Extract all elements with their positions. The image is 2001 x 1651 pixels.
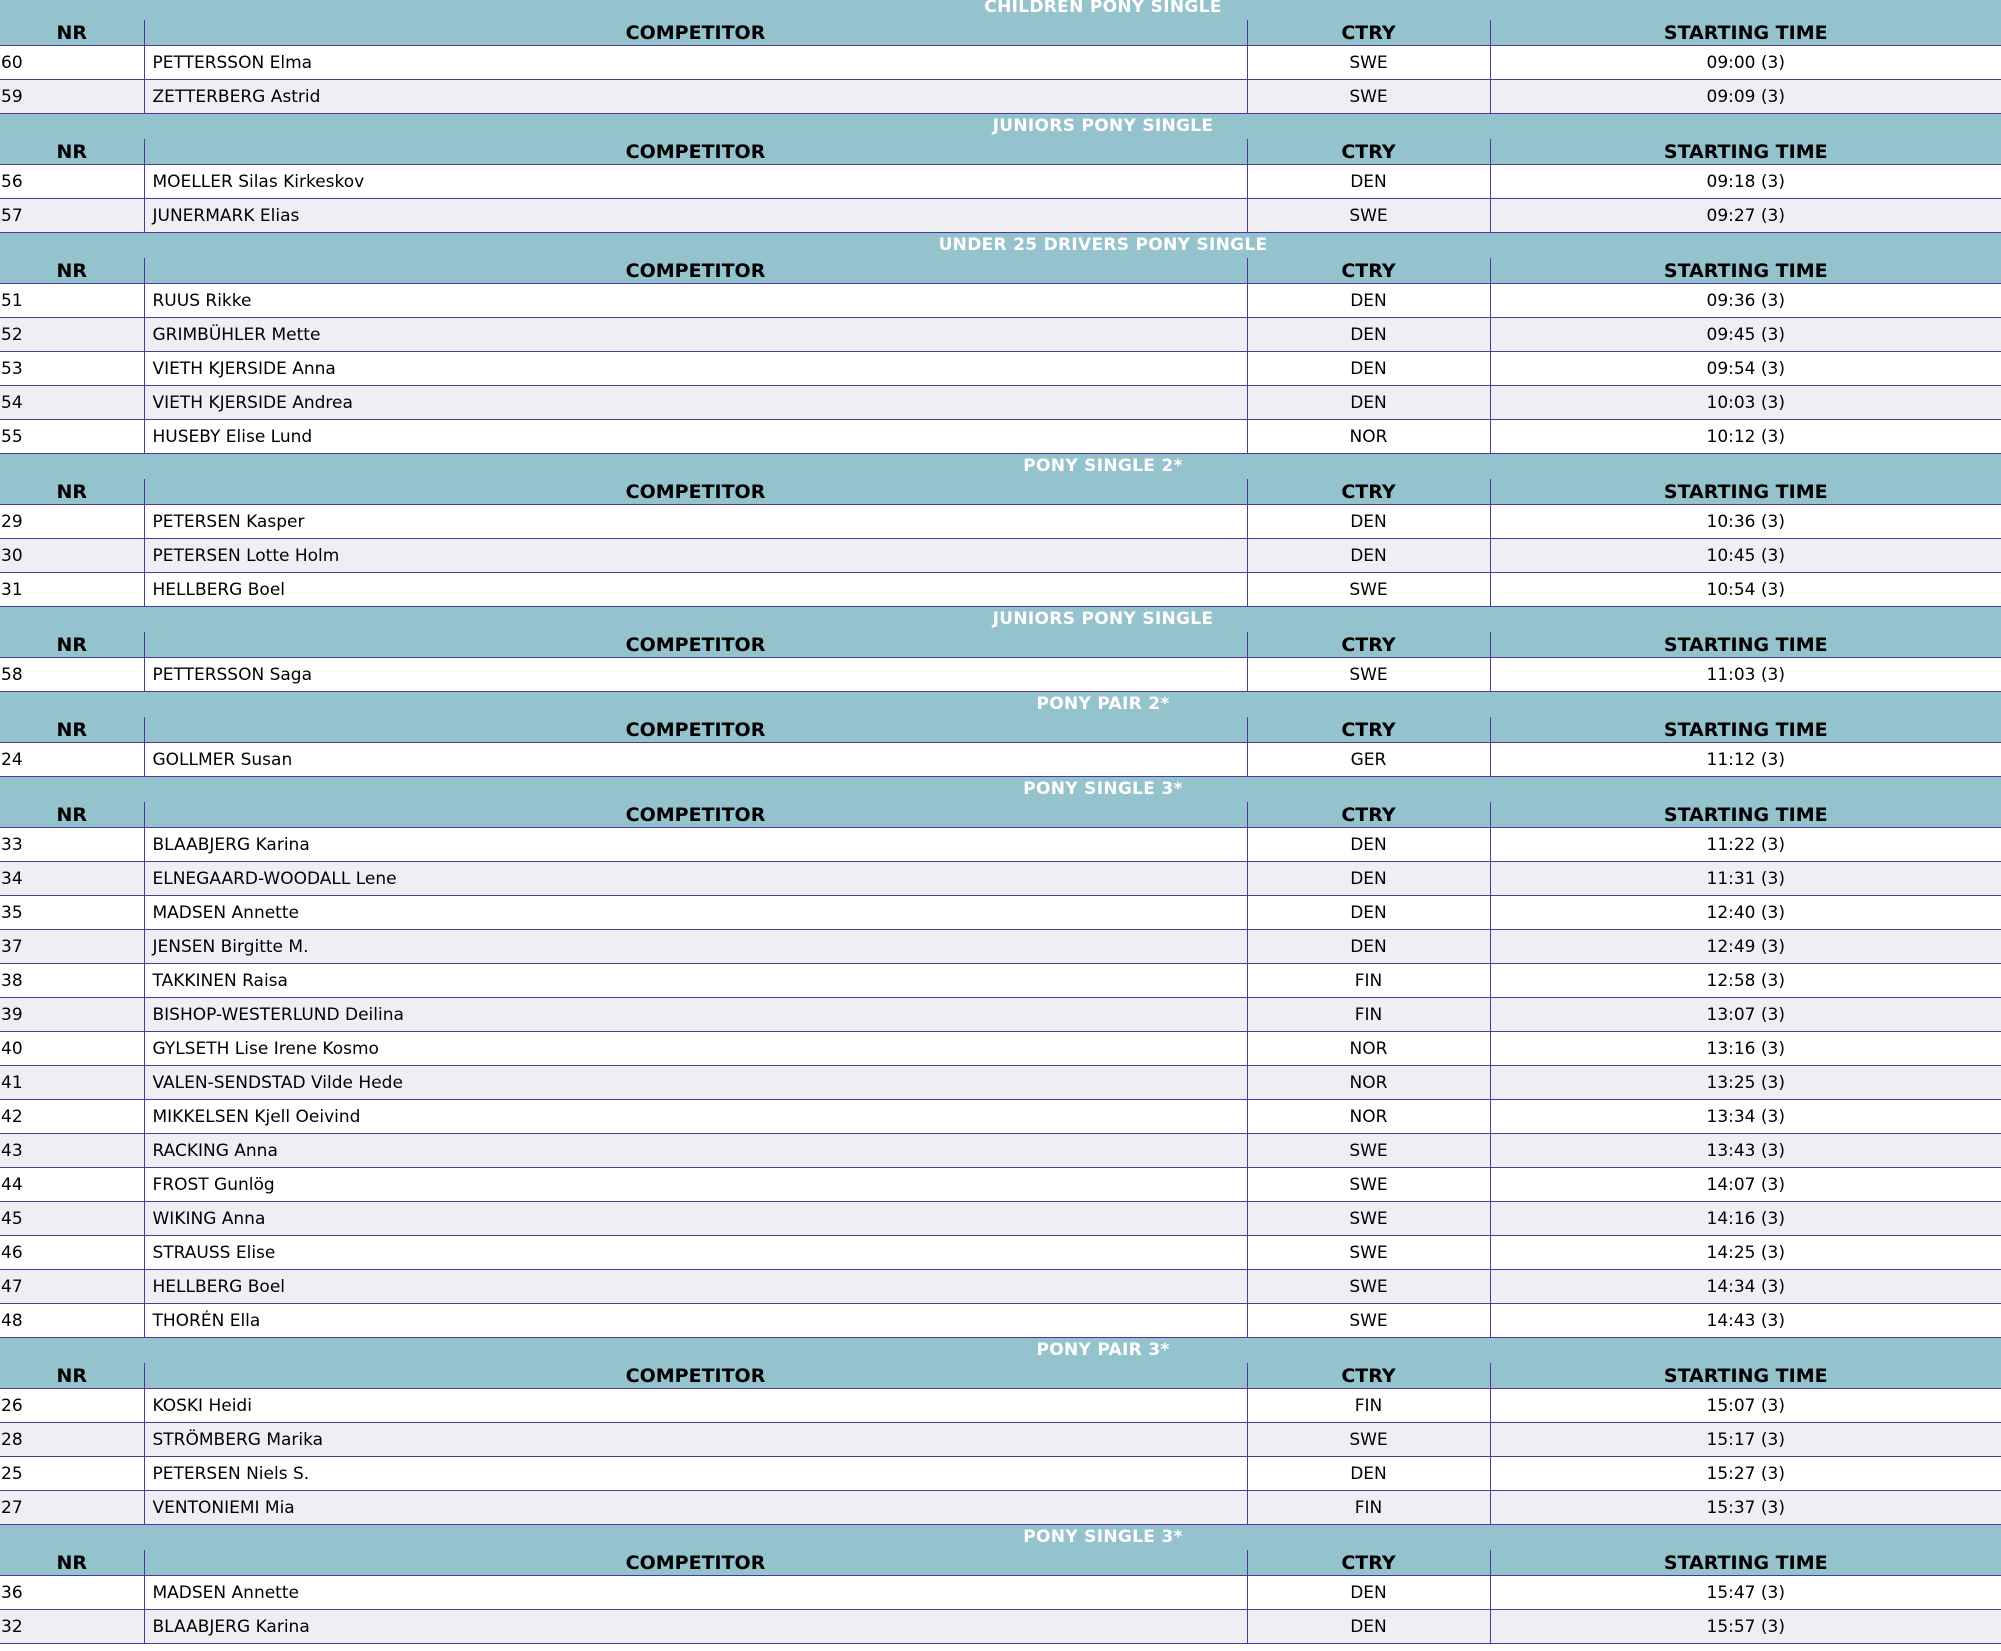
column-header-ctry[interactable]: CTRY: [1247, 139, 1490, 165]
cell-starting-time: 11:12 (3): [1490, 743, 2001, 777]
table-row[interactable]: [0, 505, 2001, 539]
cell-country: SWE: [1247, 199, 1490, 233]
column-header-nr[interactable]: NR: [0, 139, 144, 165]
table-header-row: [0, 1363, 2001, 1389]
category-block: [0, 114, 2001, 233]
cell-country: DEN: [1247, 352, 1490, 386]
cell-country: SWE: [1247, 1270, 1490, 1304]
column-header-nr[interactable]: NR: [0, 1550, 144, 1576]
table-header-row: [0, 258, 2001, 284]
category-block: [0, 692, 2001, 777]
column-header-nr[interactable]: NR: [0, 20, 144, 46]
table-row[interactable]: [0, 1168, 2001, 1202]
cell-country: NOR: [1247, 1100, 1490, 1134]
cell-country: FIN: [1247, 998, 1490, 1032]
column-header-competitor[interactable]: COMPETITOR: [144, 802, 1247, 828]
table-row[interactable]: [0, 1423, 2001, 1457]
table-header-row: [0, 1550, 2001, 1576]
cell-nr: 26: [0, 1389, 144, 1423]
column-header-ctry[interactable]: CTRY: [1247, 717, 1490, 743]
cell-country: DEN: [1247, 539, 1490, 573]
cell-nr: 56: [0, 165, 144, 199]
cell-competitor: GYLSETH Lise Irene Kosmo: [144, 1032, 1247, 1066]
table-header-row: [0, 717, 2001, 743]
cell-competitor: VENTONIEMI Mia: [144, 1491, 1247, 1525]
table-row[interactable]: [0, 420, 2001, 454]
column-header-competitor[interactable]: COMPETITOR: [144, 632, 1247, 658]
cell-starting-time: 10:54 (3): [1490, 573, 2001, 607]
cell-competitor: PETERSEN Kasper: [144, 505, 1247, 539]
start-list-table: [0, 139, 2001, 233]
cell-competitor: FROST Gunlög: [144, 1168, 1247, 1202]
cell-country: NOR: [1247, 1066, 1490, 1100]
table-row[interactable]: [0, 386, 2001, 420]
cell-country: DEN: [1247, 1576, 1490, 1610]
column-header-competitor[interactable]: COMPETITOR: [144, 258, 1247, 284]
cell-nr: 43: [0, 1134, 144, 1168]
table-header-row: [0, 139, 2001, 165]
column-header-competitor[interactable]: COMPETITOR: [144, 1550, 1247, 1576]
cell-nr: 29: [0, 505, 144, 539]
column-header-starting-time[interactable]: STARTING TIME: [1490, 717, 2001, 743]
category-block: [0, 233, 2001, 454]
cell-competitor: MIKKELSEN Kjell Oeivind: [144, 1100, 1247, 1134]
cell-starting-time: 13:25 (3): [1490, 1066, 2001, 1100]
column-header-nr[interactable]: NR: [0, 258, 144, 284]
cell-country: DEN: [1247, 896, 1490, 930]
cell-nr: 52: [0, 318, 144, 352]
table-row[interactable]: [0, 1066, 2001, 1100]
cell-country: SWE: [1247, 46, 1490, 80]
table-row[interactable]: [0, 1270, 2001, 1304]
column-header-ctry[interactable]: CTRY: [1247, 20, 1490, 46]
cell-starting-time: 12:49 (3): [1490, 930, 2001, 964]
cell-country: DEN: [1247, 165, 1490, 199]
category-block: [0, 454, 2001, 607]
cell-nr: 57: [0, 199, 144, 233]
cell-starting-time: 09:18 (3): [1490, 165, 2001, 199]
cell-starting-time: 12:58 (3): [1490, 964, 2001, 998]
table-row[interactable]: [0, 539, 2001, 573]
cell-nr: 32: [0, 1610, 144, 1644]
cell-country: FIN: [1247, 1491, 1490, 1525]
cell-competitor: HELLBERG Boel: [144, 1270, 1247, 1304]
cell-competitor: JUNERMARK Elias: [144, 199, 1247, 233]
start-list-table: [0, 632, 2001, 692]
column-header-competitor[interactable]: COMPETITOR: [144, 139, 1247, 165]
cell-nr: 37: [0, 930, 144, 964]
table-row[interactable]: [0, 658, 2001, 692]
category-title: PONY SINGLE 2*: [0, 454, 2001, 479]
cell-nr: 24: [0, 743, 144, 777]
cell-starting-time: 09:09 (3): [1490, 80, 2001, 114]
cell-country: DEN: [1247, 862, 1490, 896]
cell-competitor: MOELLER Silas Kirkeskov: [144, 165, 1247, 199]
table-header-row: [0, 632, 2001, 658]
cell-nr: 53: [0, 352, 144, 386]
table-row[interactable]: [0, 1032, 2001, 1066]
column-header-starting-time[interactable]: STARTING TIME: [1490, 802, 2001, 828]
table-row[interactable]: [0, 80, 2001, 114]
column-header-starting-time[interactable]: STARTING TIME: [1490, 632, 2001, 658]
cell-starting-time: 15:37 (3): [1490, 1491, 2001, 1525]
column-header-ctry[interactable]: CTRY: [1247, 802, 1490, 828]
table-row[interactable]: [0, 165, 2001, 199]
category-title: PONY PAIR 3*: [0, 1338, 2001, 1363]
table-header-row: [0, 802, 2001, 828]
cell-country: DEN: [1247, 284, 1490, 318]
cell-competitor: BLAABJERG Karina: [144, 828, 1247, 862]
cell-nr: 31: [0, 573, 144, 607]
table-row[interactable]: [0, 199, 2001, 233]
cell-country: FIN: [1247, 1389, 1490, 1423]
cell-starting-time: 11:22 (3): [1490, 828, 2001, 862]
table-row[interactable]: [0, 1100, 2001, 1134]
category-block: [0, 607, 2001, 692]
column-header-ctry[interactable]: CTRY: [1247, 479, 1490, 505]
cell-competitor: PETERSEN Niels S.: [144, 1457, 1247, 1491]
table-row[interactable]: [0, 743, 2001, 777]
table-row[interactable]: [0, 1610, 2001, 1644]
cell-competitor: TAKKINEN Raisa: [144, 964, 1247, 998]
cell-competitor: VALEN-SENDSTAD Vilde Hede: [144, 1066, 1247, 1100]
column-header-starting-time[interactable]: STARTING TIME: [1490, 258, 2001, 284]
table-row[interactable]: [0, 828, 2001, 862]
category-block: [0, 777, 2001, 1338]
column-header-starting-time[interactable]: STARTING TIME: [1490, 1550, 2001, 1576]
cell-country: DEN: [1247, 386, 1490, 420]
cell-nr: 45: [0, 1202, 144, 1236]
cell-starting-time: 10:03 (3): [1490, 386, 2001, 420]
cell-nr: 48: [0, 1304, 144, 1338]
cell-country: SWE: [1247, 1304, 1490, 1338]
table-row[interactable]: [0, 930, 2001, 964]
cell-nr: 36: [0, 1576, 144, 1610]
cell-country: DEN: [1247, 1457, 1490, 1491]
start-list-table: [0, 258, 2001, 454]
cell-country: SWE: [1247, 80, 1490, 114]
column-header-ctry[interactable]: CTRY: [1247, 632, 1490, 658]
table-header-row: [0, 20, 2001, 46]
column-header-starting-time[interactable]: STARTING TIME: [1490, 139, 2001, 165]
cell-starting-time: 09:00 (3): [1490, 46, 2001, 80]
cell-country: SWE: [1247, 1202, 1490, 1236]
cell-starting-time: 09:27 (3): [1490, 199, 2001, 233]
cell-nr: 59: [0, 80, 144, 114]
cell-starting-time: 14:25 (3): [1490, 1236, 2001, 1270]
table-row[interactable]: [0, 1491, 2001, 1525]
column-header-starting-time[interactable]: STARTING TIME: [1490, 20, 2001, 46]
start-list-table: [0, 479, 2001, 607]
table-row[interactable]: [0, 998, 2001, 1032]
cell-starting-time: 13:16 (3): [1490, 1032, 2001, 1066]
cell-competitor: GOLLMER Susan: [144, 743, 1247, 777]
cell-nr: 55: [0, 420, 144, 454]
cell-starting-time: 14:34 (3): [1490, 1270, 2001, 1304]
start-list-table: [0, 1363, 2001, 1525]
category-title: JUNIORS PONY SINGLE: [0, 607, 2001, 632]
cell-country: DEN: [1247, 505, 1490, 539]
table-row[interactable]: [0, 284, 2001, 318]
cell-country: SWE: [1247, 1168, 1490, 1202]
table-row[interactable]: [0, 896, 2001, 930]
table-row[interactable]: [0, 318, 2001, 352]
cell-nr: 39: [0, 998, 144, 1032]
cell-competitor: VIETH KJERSIDE Andrea: [144, 386, 1247, 420]
cell-nr: 58: [0, 658, 144, 692]
cell-starting-time: 09:45 (3): [1490, 318, 2001, 352]
cell-starting-time: 10:12 (3): [1490, 420, 2001, 454]
cell-competitor: STRÖMBERG Marika: [144, 1423, 1247, 1457]
cell-competitor: GRIMBÜHLER Mette: [144, 318, 1247, 352]
cell-nr: 34: [0, 862, 144, 896]
column-header-competitor[interactable]: COMPETITOR: [144, 479, 1247, 505]
start-list-table: [0, 1550, 2001, 1644]
table-row[interactable]: [0, 1389, 2001, 1423]
cell-starting-time: 15:07 (3): [1490, 1389, 2001, 1423]
table-row[interactable]: [0, 46, 2001, 80]
cell-nr: 35: [0, 896, 144, 930]
cell-competitor: PETERSEN Lotte Holm: [144, 539, 1247, 573]
cell-starting-time: 12:40 (3): [1490, 896, 2001, 930]
cell-competitor: BLAABJERG Karina: [144, 1610, 1247, 1644]
column-header-starting-time[interactable]: STARTING TIME: [1490, 1363, 2001, 1389]
table-row[interactable]: [0, 1304, 2001, 1338]
cell-starting-time: 15:17 (3): [1490, 1423, 2001, 1457]
start-list-table: [0, 717, 2001, 777]
category-block: [0, 1338, 2001, 1525]
column-header-ctry[interactable]: CTRY: [1247, 1550, 1490, 1576]
cell-nr: 30: [0, 539, 144, 573]
column-header-ctry[interactable]: CTRY: [1247, 1363, 1490, 1389]
cell-nr: 46: [0, 1236, 144, 1270]
cell-starting-time: 11:03 (3): [1490, 658, 2001, 692]
column-header-nr[interactable]: NR: [0, 1363, 144, 1389]
cell-competitor: JENSEN Birgitte M.: [144, 930, 1247, 964]
cell-competitor: MADSEN Annette: [144, 1576, 1247, 1610]
cell-competitor: ELNEGAARD-WOODALL Lene: [144, 862, 1247, 896]
cell-competitor: HELLBERG Boel: [144, 573, 1247, 607]
cell-starting-time: 13:07 (3): [1490, 998, 2001, 1032]
cell-competitor: ZETTERBERG Astrid: [144, 80, 1247, 114]
cell-country: FIN: [1247, 964, 1490, 998]
table-row[interactable]: [0, 1134, 2001, 1168]
cell-starting-time: 14:43 (3): [1490, 1304, 2001, 1338]
cell-nr: 28: [0, 1423, 144, 1457]
column-header-ctry[interactable]: CTRY: [1247, 258, 1490, 284]
column-header-nr[interactable]: NR: [0, 632, 144, 658]
category-title: PONY SINGLE 3*: [0, 777, 2001, 802]
table-row[interactable]: [0, 1236, 2001, 1270]
cell-nr: 25: [0, 1457, 144, 1491]
column-header-competitor[interactable]: COMPETITOR: [144, 717, 1247, 743]
cell-country: NOR: [1247, 1032, 1490, 1066]
cell-country: SWE: [1247, 1236, 1490, 1270]
cell-competitor: RACKING Anna: [144, 1134, 1247, 1168]
table-row[interactable]: [0, 1576, 2001, 1610]
cell-nr: 47: [0, 1270, 144, 1304]
cell-nr: 33: [0, 828, 144, 862]
cell-country: SWE: [1247, 658, 1490, 692]
cell-competitor: RUUS Rikke: [144, 284, 1247, 318]
table-row[interactable]: [0, 352, 2001, 386]
column-header-nr[interactable]: NR: [0, 802, 144, 828]
category-title: PONY PAIR 2*: [0, 692, 2001, 717]
cell-country: SWE: [1247, 573, 1490, 607]
cell-country: DEN: [1247, 1610, 1490, 1644]
cell-nr: 51: [0, 284, 144, 318]
cell-country: NOR: [1247, 420, 1490, 454]
cell-nr: 54: [0, 386, 144, 420]
cell-starting-time: 14:07 (3): [1490, 1168, 2001, 1202]
column-header-nr[interactable]: NR: [0, 717, 144, 743]
cell-competitor: THORÉN Ella: [144, 1304, 1247, 1338]
table-row[interactable]: [0, 1457, 2001, 1491]
cell-country: GER: [1247, 743, 1490, 777]
cell-country: DEN: [1247, 828, 1490, 862]
column-header-nr[interactable]: NR: [0, 479, 144, 505]
cell-starting-time: 09:54 (3): [1490, 352, 2001, 386]
cell-starting-time: 14:16 (3): [1490, 1202, 2001, 1236]
cell-nr: 60: [0, 46, 144, 80]
cell-competitor: VIETH KJERSIDE Anna: [144, 352, 1247, 386]
cell-country: DEN: [1247, 318, 1490, 352]
cell-competitor: KOSKI Heidi: [144, 1389, 1247, 1423]
cell-competitor: MADSEN Annette: [144, 896, 1247, 930]
cell-starting-time: 15:27 (3): [1490, 1457, 2001, 1491]
cell-competitor: WIKING Anna: [144, 1202, 1247, 1236]
start-list-table: [0, 802, 2001, 1338]
cell-starting-time: 13:34 (3): [1490, 1100, 2001, 1134]
cell-nr: 41: [0, 1066, 144, 1100]
cell-country: DEN: [1247, 930, 1490, 964]
category-title: CHILDREN PONY SINGLE: [0, 0, 2001, 20]
cell-country: SWE: [1247, 1134, 1490, 1168]
table-row[interactable]: [0, 964, 2001, 998]
cell-competitor: HUSEBY Elise Lund: [144, 420, 1247, 454]
cell-competitor: BISHOP-WESTERLUND Deilina: [144, 998, 1247, 1032]
category-title: UNDER 25 DRIVERS PONY SINGLE: [0, 233, 2001, 258]
category-title: JUNIORS PONY SINGLE: [0, 114, 2001, 139]
cell-starting-time: 10:45 (3): [1490, 539, 2001, 573]
cell-country: SWE: [1247, 1423, 1490, 1457]
table-row[interactable]: [0, 862, 2001, 896]
cell-starting-time: 13:43 (3): [1490, 1134, 2001, 1168]
cell-nr: 40: [0, 1032, 144, 1066]
cell-starting-time: 11:31 (3): [1490, 862, 2001, 896]
category-block: [0, 0, 2001, 114]
table-row[interactable]: [0, 573, 2001, 607]
cell-starting-time: 15:47 (3): [1490, 1576, 2001, 1610]
table-header-row: [0, 479, 2001, 505]
category-title: PONY SINGLE 3*: [0, 1525, 2001, 1550]
cell-nr: 42: [0, 1100, 144, 1134]
category-block: [0, 1525, 2001, 1644]
cell-competitor: PETTERSSON Elma: [144, 46, 1247, 80]
cell-nr: 44: [0, 1168, 144, 1202]
cell-starting-time: 09:36 (3): [1490, 284, 2001, 318]
cell-nr: 27: [0, 1491, 144, 1525]
cell-starting-time: 15:57 (3): [1490, 1610, 2001, 1644]
table-row[interactable]: [0, 1202, 2001, 1236]
cell-starting-time: 10:36 (3): [1490, 505, 2001, 539]
cell-competitor: STRAUSS Elise: [144, 1236, 1247, 1270]
column-header-competitor[interactable]: COMPETITOR: [144, 20, 1247, 46]
cell-nr: 38: [0, 964, 144, 998]
column-header-competitor[interactable]: COMPETITOR: [144, 1363, 1247, 1389]
cell-competitor: PETTERSSON Saga: [144, 658, 1247, 692]
start-list-table: [0, 20, 2001, 114]
column-header-starting-time[interactable]: STARTING TIME: [1490, 479, 2001, 505]
